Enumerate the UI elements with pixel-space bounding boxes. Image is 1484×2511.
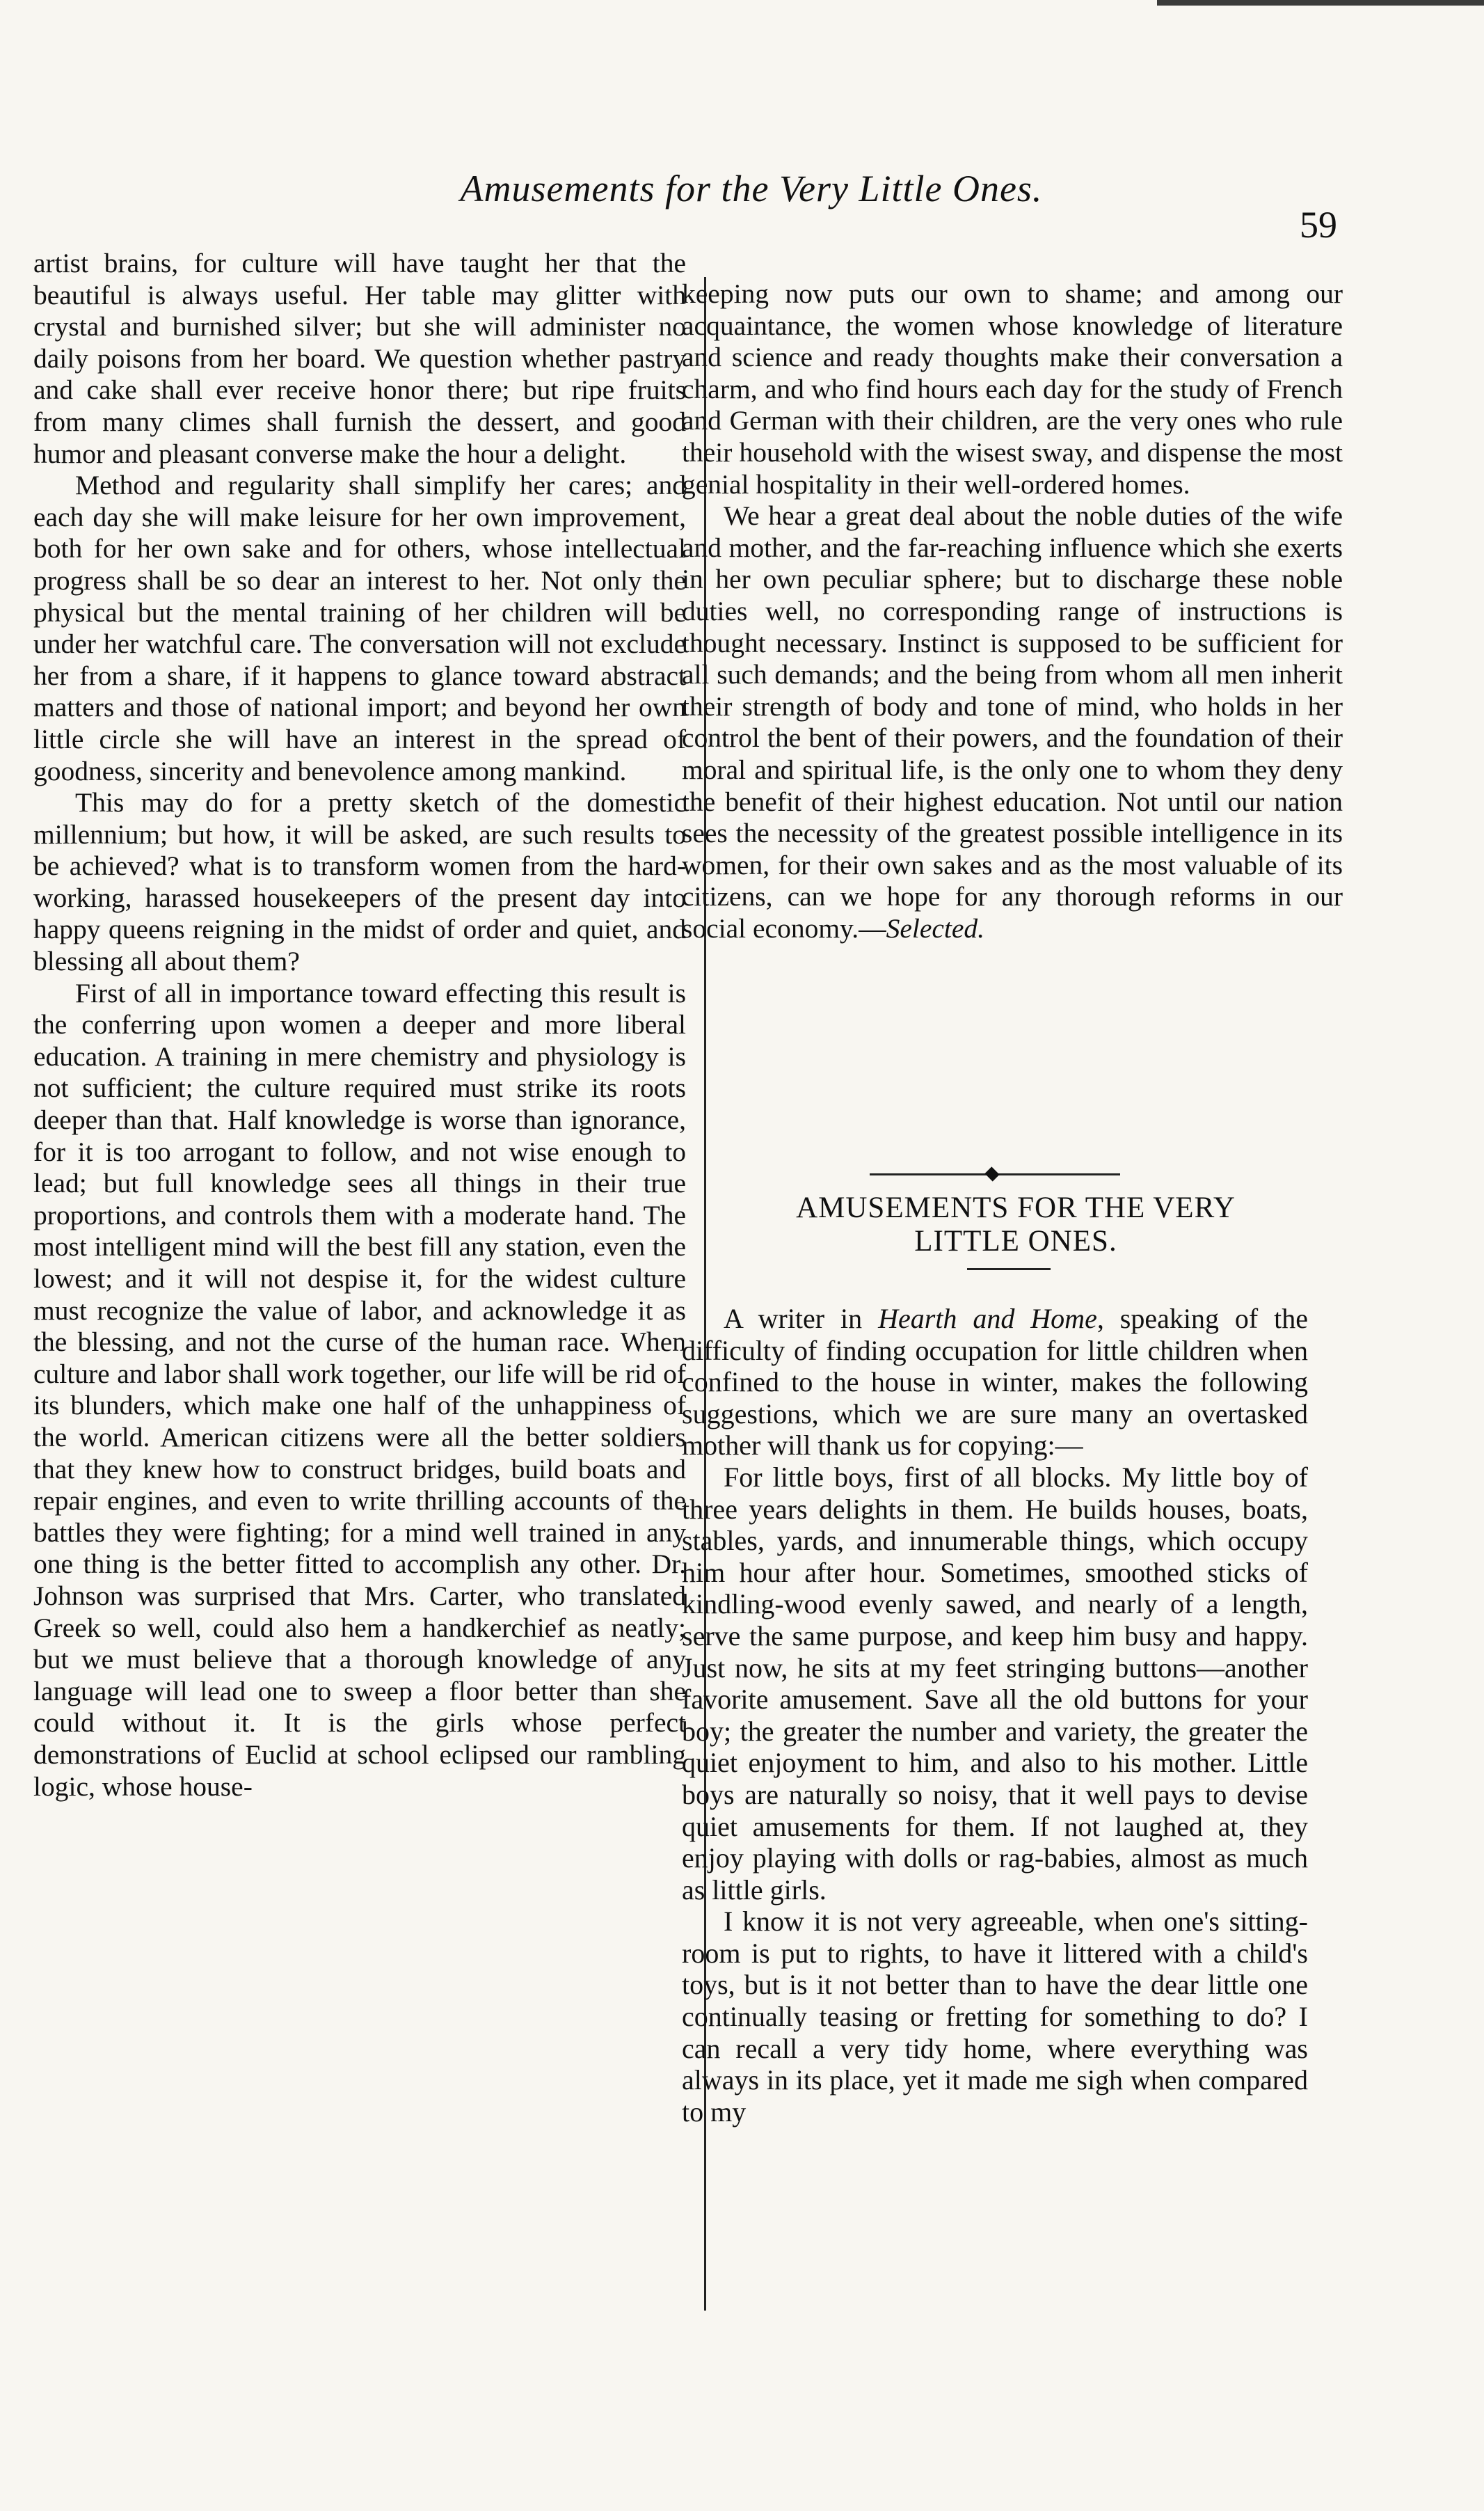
- top-edge-rule: [1157, 0, 1484, 6]
- paragraph: artist brains, for culture will have taught her that the beautiful is always useful. Her table may glitter with crystal and burnished silver; but she will administer no daily poisons from her board. We question whether pastry and cake shall ever receive honor there; but ripe fruits from many climes shall furnish the dessert, and good humor and pleasant converse make the hour a delight.: [33, 248, 686, 469]
- section-title-line: LITTLE ONES.: [914, 1225, 1117, 1258]
- right-column-bottom: [682, 1303, 1308, 2128]
- paragraph-body: , speaking of the difficulty of finding occupation for little children when confined to the house in winter, makes the following suggestions, which we are sure many an overtasked mother will thank us for copying:—: [682, 1303, 1308, 1462]
- paragraph: [682, 500, 1343, 944]
- paragraph: This may do for a pretty sketch of the domestic millennium; but how, it will be asked, are such results to be achieved? what is to transform women from the hard-working, harassed housekeepers of the present day into happy queens reigning in the midst of order and quiet, and blessing all about them?: [33, 787, 686, 977]
- section-title-line: AMUSEMENTS FOR THE VERY: [796, 1191, 1236, 1224]
- paragraph: Method and regularity shall simplify her cares; and each day she will make leisure for her own improvement, both for her own sake and for others, whose intellectual progress shall be so dear an interest to her. Not only the physical but the mental training of her children will be under her watchful care. The conversation will not exclude her from a share, if it happens to glance toward abstract matters and those of national import; and beyond her own little circle she will have an interest in the spread of goodness, sincerity and benevolence among mankind.: [33, 470, 686, 786]
- publication-title: Hearth and Home: [878, 1303, 1097, 1334]
- section-title: [710, 1191, 1322, 1258]
- left-column: [33, 248, 686, 1803]
- source-attribution: Selected.: [886, 912, 985, 944]
- title-underline-rule: [967, 1268, 1051, 1270]
- paragraph: [682, 1303, 1308, 1462]
- paragraph: I know it is not very agreeable, when one's sitting-room is put to rights, to have it littered with a child's toys, but is it not better than to have the dear little one continually teasing or fretting for something to do? I can recall a very tidy home, where everything was always in its place, yet it made me sigh when compared to my: [682, 1906, 1308, 2128]
- paragraph: First of all in importance toward effecting this result is the conferring upon women a deeper and more liberal education. A training in mere chemistry and physiology is not sufficient; the culture required must strike its roots deeper than that. Half knowledge is worse than ignorance, for it is too arrogant to follow, and not wise enough to lead; but full knowledge sees all things in their true proportions, and controls them with a moderate hand. The most intelligent mind will the best fill any station, even the lowest; and it will not despise it, for the widest culture must recognize the value of labor, and acknowledge it as the blessing, and not the curse of the human race. When culture and labor shall work together, our life will be rid of its blunders, which make one half of the unhappiness of the world. American citizens were all the better soldiers that they knew how to construct bridges, build boats and repair engines, and even to write thrilling accounts of the battles they were fighting; for a mind well trained in any one thing is the better fitted to accomplish any other. Dr. Johnson was surprised that Mrs. Carter, who translated Greek so well, could also hem a handkerchief as neatly; but we must believe that a thorough knowledge of any language will lead one to sweep a floor better than she could without it. It is the girls whose perfect demonstrations of Euclid at school eclipsed our rambling logic, whose house-: [33, 977, 686, 1802]
- page-number: 59: [1300, 204, 1337, 246]
- paragraph: keeping now puts our own to shame; and among our acquaintance, the women whose knowledge of literature and science and ready thoughts make their conversation a charm, and who find hours each day for the study of French and German with their children, are the very ones who rule their household with the wisest sway, and dispense the most genial hospitality in their well-ordered homes.: [682, 278, 1343, 500]
- section-separator-ornament: [984, 1166, 999, 1181]
- paragraph-body: We hear a great deal about the noble duties of the wife and mother, and the far-reaching influence which she exerts in her own peculiar sphere; but to discharge these noble duties well, no corresponding range of instructions is thought necessary. Instinct is supposed to be sufficient for all such demands; and the being from whom all men inherit their strength of body and tone of mind, who holds in her control the bent of their powers, and the foundation of their moral and spiritual life, is the only one to whom they deny the benefit of their highest education. Not until our nation sees the necessity of the greatest possible intelligence in its women, for their own sakes and as the most valuable of its citizens, can we hope for any thorough reforms in our social economy.—: [682, 500, 1343, 944]
- right-column-top: [682, 278, 1343, 944]
- paragraph: For little boys, first of all blocks. My little boy of three years delights in them. He builds houses, boats, stables, yards, and innumerable things, which occupy him hour after hour. Sometimes, smoothed sticks of kindling-wood evenly sawed, and nearly of a length, serve the same purpose, and keep him busy and happy. Just now, he sits at my feet stringing buttons—another favorite amusement. Save all the old buttons for your boy; the greater the number and variety, the greater the quiet enjoyment to him, and also to his mother. Little boys are naturally so noisy, that it well pays to devise quiet amusements for them. If not laughed at, they enjoy playing with dolls or rag-babies, almost as much as little girls.: [682, 1461, 1308, 1906]
- paragraph-lead: A writer in: [724, 1303, 879, 1334]
- running-head: Amusements for the Very Little Ones.: [460, 168, 1043, 209]
